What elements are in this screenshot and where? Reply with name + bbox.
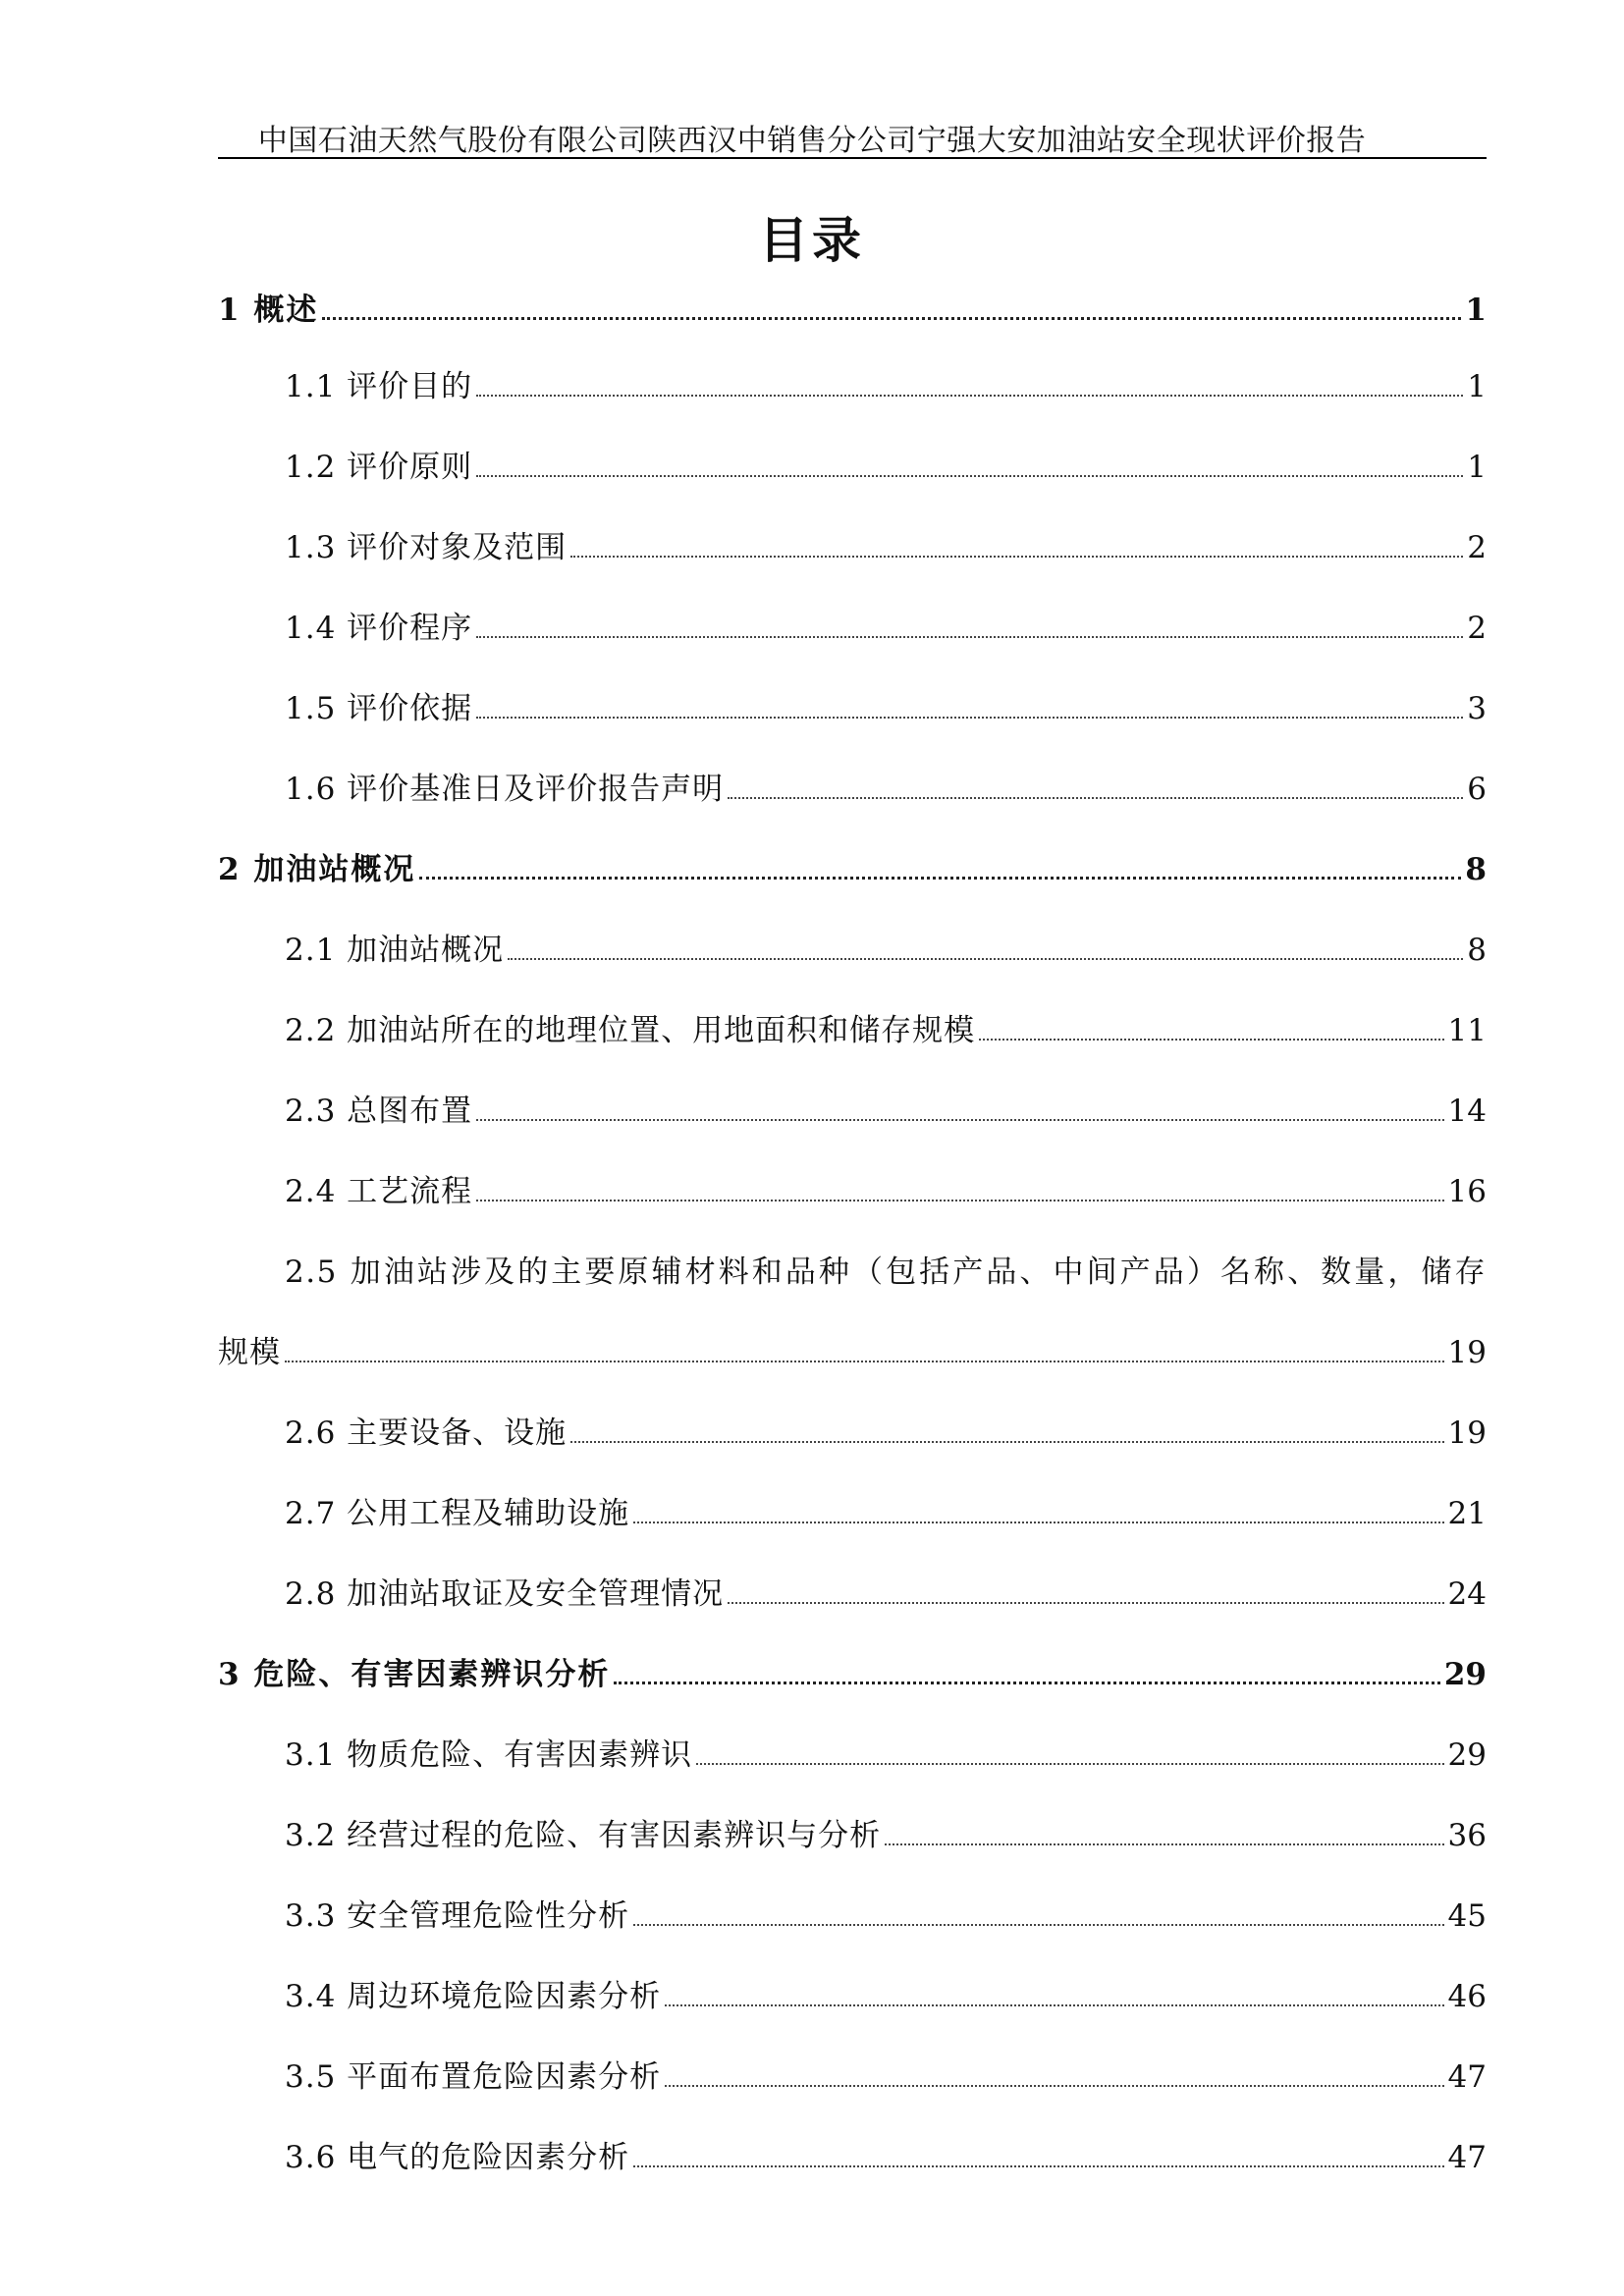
dot-leader [728, 797, 1463, 799]
dot-leader [476, 717, 1463, 719]
toc-entry-3-6[interactable] [218, 2132, 1487, 2176]
toc-entry-label: 1.2 评价原则 [285, 450, 473, 485]
toc-entry-page: 45 [1447, 1898, 1487, 1934]
toc-entry-label: 1.5 评价依据 [285, 691, 473, 726]
toc-entry-page: 16 [1447, 1174, 1487, 1209]
toc-entry-page: 2 [1467, 611, 1487, 646]
toc-entry-label-line2: 规模 [218, 1335, 281, 1370]
dot-leader [419, 877, 1461, 880]
dot-leader [476, 1119, 1443, 1121]
dot-leader [508, 958, 1463, 960]
toc-entry-label: 1.4 评价程序 [285, 611, 473, 646]
toc-entry-1-1[interactable] [218, 361, 1487, 405]
toc-entry-2-1[interactable] [218, 925, 1487, 969]
running-header: 中国石油天然气股份有限公司陕西汉中销售分公司宁强大安加油站安全现状评价报告 [257, 124, 1367, 158]
toc-entry-2-5[interactable] [218, 1247, 1487, 1371]
dot-leader [570, 1441, 1443, 1443]
toc-entry-page: 29 [1447, 1737, 1487, 1773]
dot-leader [570, 556, 1463, 558]
toc-entry-label: 2.1 加油站概况 [285, 933, 505, 968]
toc-entry-page: 2 [1467, 530, 1487, 565]
toc-entry-2-6[interactable] [218, 1408, 1487, 1452]
toc-entry-2-2[interactable] [218, 1005, 1487, 1049]
toc-entry-page: 11 [1447, 1013, 1487, 1048]
dot-leader [476, 475, 1463, 477]
toc-entry-page: 1 [1467, 369, 1487, 404]
dot-leader [665, 2004, 1443, 2006]
toc-entry-label: 3.5 平面布置危险因素分析 [285, 2059, 662, 2095]
toc-entry-page: 8 [1467, 933, 1487, 968]
toc-entry-3-1[interactable] [218, 1730, 1487, 1774]
dot-leader [476, 636, 1463, 638]
toc-entry-page: 1 [1465, 293, 1487, 328]
toc-entry-page: 46 [1447, 1979, 1487, 2014]
toc-entry-page: 19 [1447, 1415, 1487, 1451]
toc-entry-label: 3 危险、有害因素辨识分析 [218, 1657, 611, 1692]
dot-leader [476, 1200, 1443, 1201]
toc-entry-page: 3 [1467, 691, 1487, 726]
toc-entry-3[interactable] [218, 1649, 1487, 1693]
toc-entry-label: 2.3 总图布置 [285, 1094, 473, 1129]
dot-leader [614, 1682, 1439, 1684]
toc-entry-page: 47 [1447, 2059, 1487, 2095]
dot-leader [728, 1602, 1443, 1604]
toc-entry-3-5[interactable] [218, 2052, 1487, 2096]
toc-entry-label-line1: 2.5 加油站涉及的主要原辅材料和品种（包括产品、中间产品）名称、数量，储存 [285, 1255, 1487, 1290]
dot-leader [322, 317, 1461, 320]
toc-entry-3-4[interactable] [218, 1971, 1487, 2015]
toc-entry-1-5[interactable] [218, 683, 1487, 727]
toc-entry-label: 2.8 加油站取证及安全管理情况 [285, 1576, 725, 1612]
toc-entry-page: 6 [1467, 772, 1487, 807]
toc-entry-label: 2 加油站概况 [218, 852, 416, 887]
toc-entry-2-4[interactable] [218, 1166, 1487, 1210]
toc-entry-label: 2.2 加油站所在的地理位置、用地面积和储存规模 [285, 1013, 976, 1048]
toc-entry-2-3[interactable] [218, 1086, 1487, 1130]
toc-entry-page: 21 [1447, 1496, 1487, 1531]
toc-entry-label: 3.3 安全管理危险性分析 [285, 1898, 630, 1934]
dot-leader [885, 1843, 1443, 1845]
toc-entry-1[interactable] [218, 285, 1487, 336]
toc-entry-3-2[interactable] [218, 1810, 1487, 1854]
toc-entry-1-4[interactable] [218, 603, 1487, 647]
toc-entry-1-2[interactable] [218, 442, 1487, 486]
toc-entry-1-6[interactable] [218, 764, 1487, 808]
toc-entry-label: 2.7 公用工程及辅助设施 [285, 1496, 630, 1531]
toc-entry-label: 3.2 经营过程的危险、有害因素辨识与分析 [285, 1818, 882, 1853]
page-title: 目录 [759, 211, 865, 269]
dot-leader [633, 2165, 1443, 2167]
dot-leader [633, 1522, 1443, 1523]
header-divider [218, 157, 1487, 159]
dot-leader [476, 395, 1463, 397]
toc-entry-page: 8 [1465, 852, 1487, 887]
dot-leader [285, 1361, 1444, 1362]
toc-entry-label: 2.4 工艺流程 [285, 1174, 473, 1209]
toc-entry-page: 1 [1467, 450, 1487, 485]
toc-entry-2-8[interactable] [218, 1569, 1487, 1613]
toc-entry-3-3[interactable] [218, 1891, 1487, 1935]
toc-entry-page: 29 [1443, 1657, 1487, 1692]
dot-leader [979, 1039, 1443, 1041]
toc-entry-page: 47 [1447, 2140, 1487, 2175]
toc-entry-page: 36 [1447, 1818, 1487, 1853]
dot-leader [696, 1763, 1443, 1765]
toc-entry-label: 1.6 评价基准日及评价报告声明 [285, 772, 725, 807]
toc-entry-label: 1.3 评价对象及范围 [285, 530, 568, 565]
toc-entry-2-7[interactable] [218, 1488, 1487, 1532]
toc-entry-2[interactable] [218, 844, 1487, 888]
toc-entry-label: 3.6 电气的危险因素分析 [285, 2140, 630, 2175]
toc-entry-page: 14 [1447, 1094, 1487, 1129]
dot-leader [633, 1924, 1443, 1926]
table-of-contents [218, 285, 1487, 2176]
toc-entry-label: 2.6 主要设备、设施 [285, 1415, 568, 1451]
toc-entry-page: 19 [1447, 1335, 1487, 1370]
toc-entry-label: 3.1 物质危险、有害因素辨识 [285, 1737, 693, 1773]
toc-entry-label: 1.1 评价目的 [285, 369, 473, 404]
toc-entry-page: 24 [1447, 1576, 1487, 1612]
toc-entry-label: 1 概述 [218, 293, 319, 328]
dot-leader [665, 2085, 1443, 2087]
toc-entry-1-3[interactable] [218, 522, 1487, 566]
toc-entry-label: 3.4 周边环境危险因素分析 [285, 1979, 662, 2014]
